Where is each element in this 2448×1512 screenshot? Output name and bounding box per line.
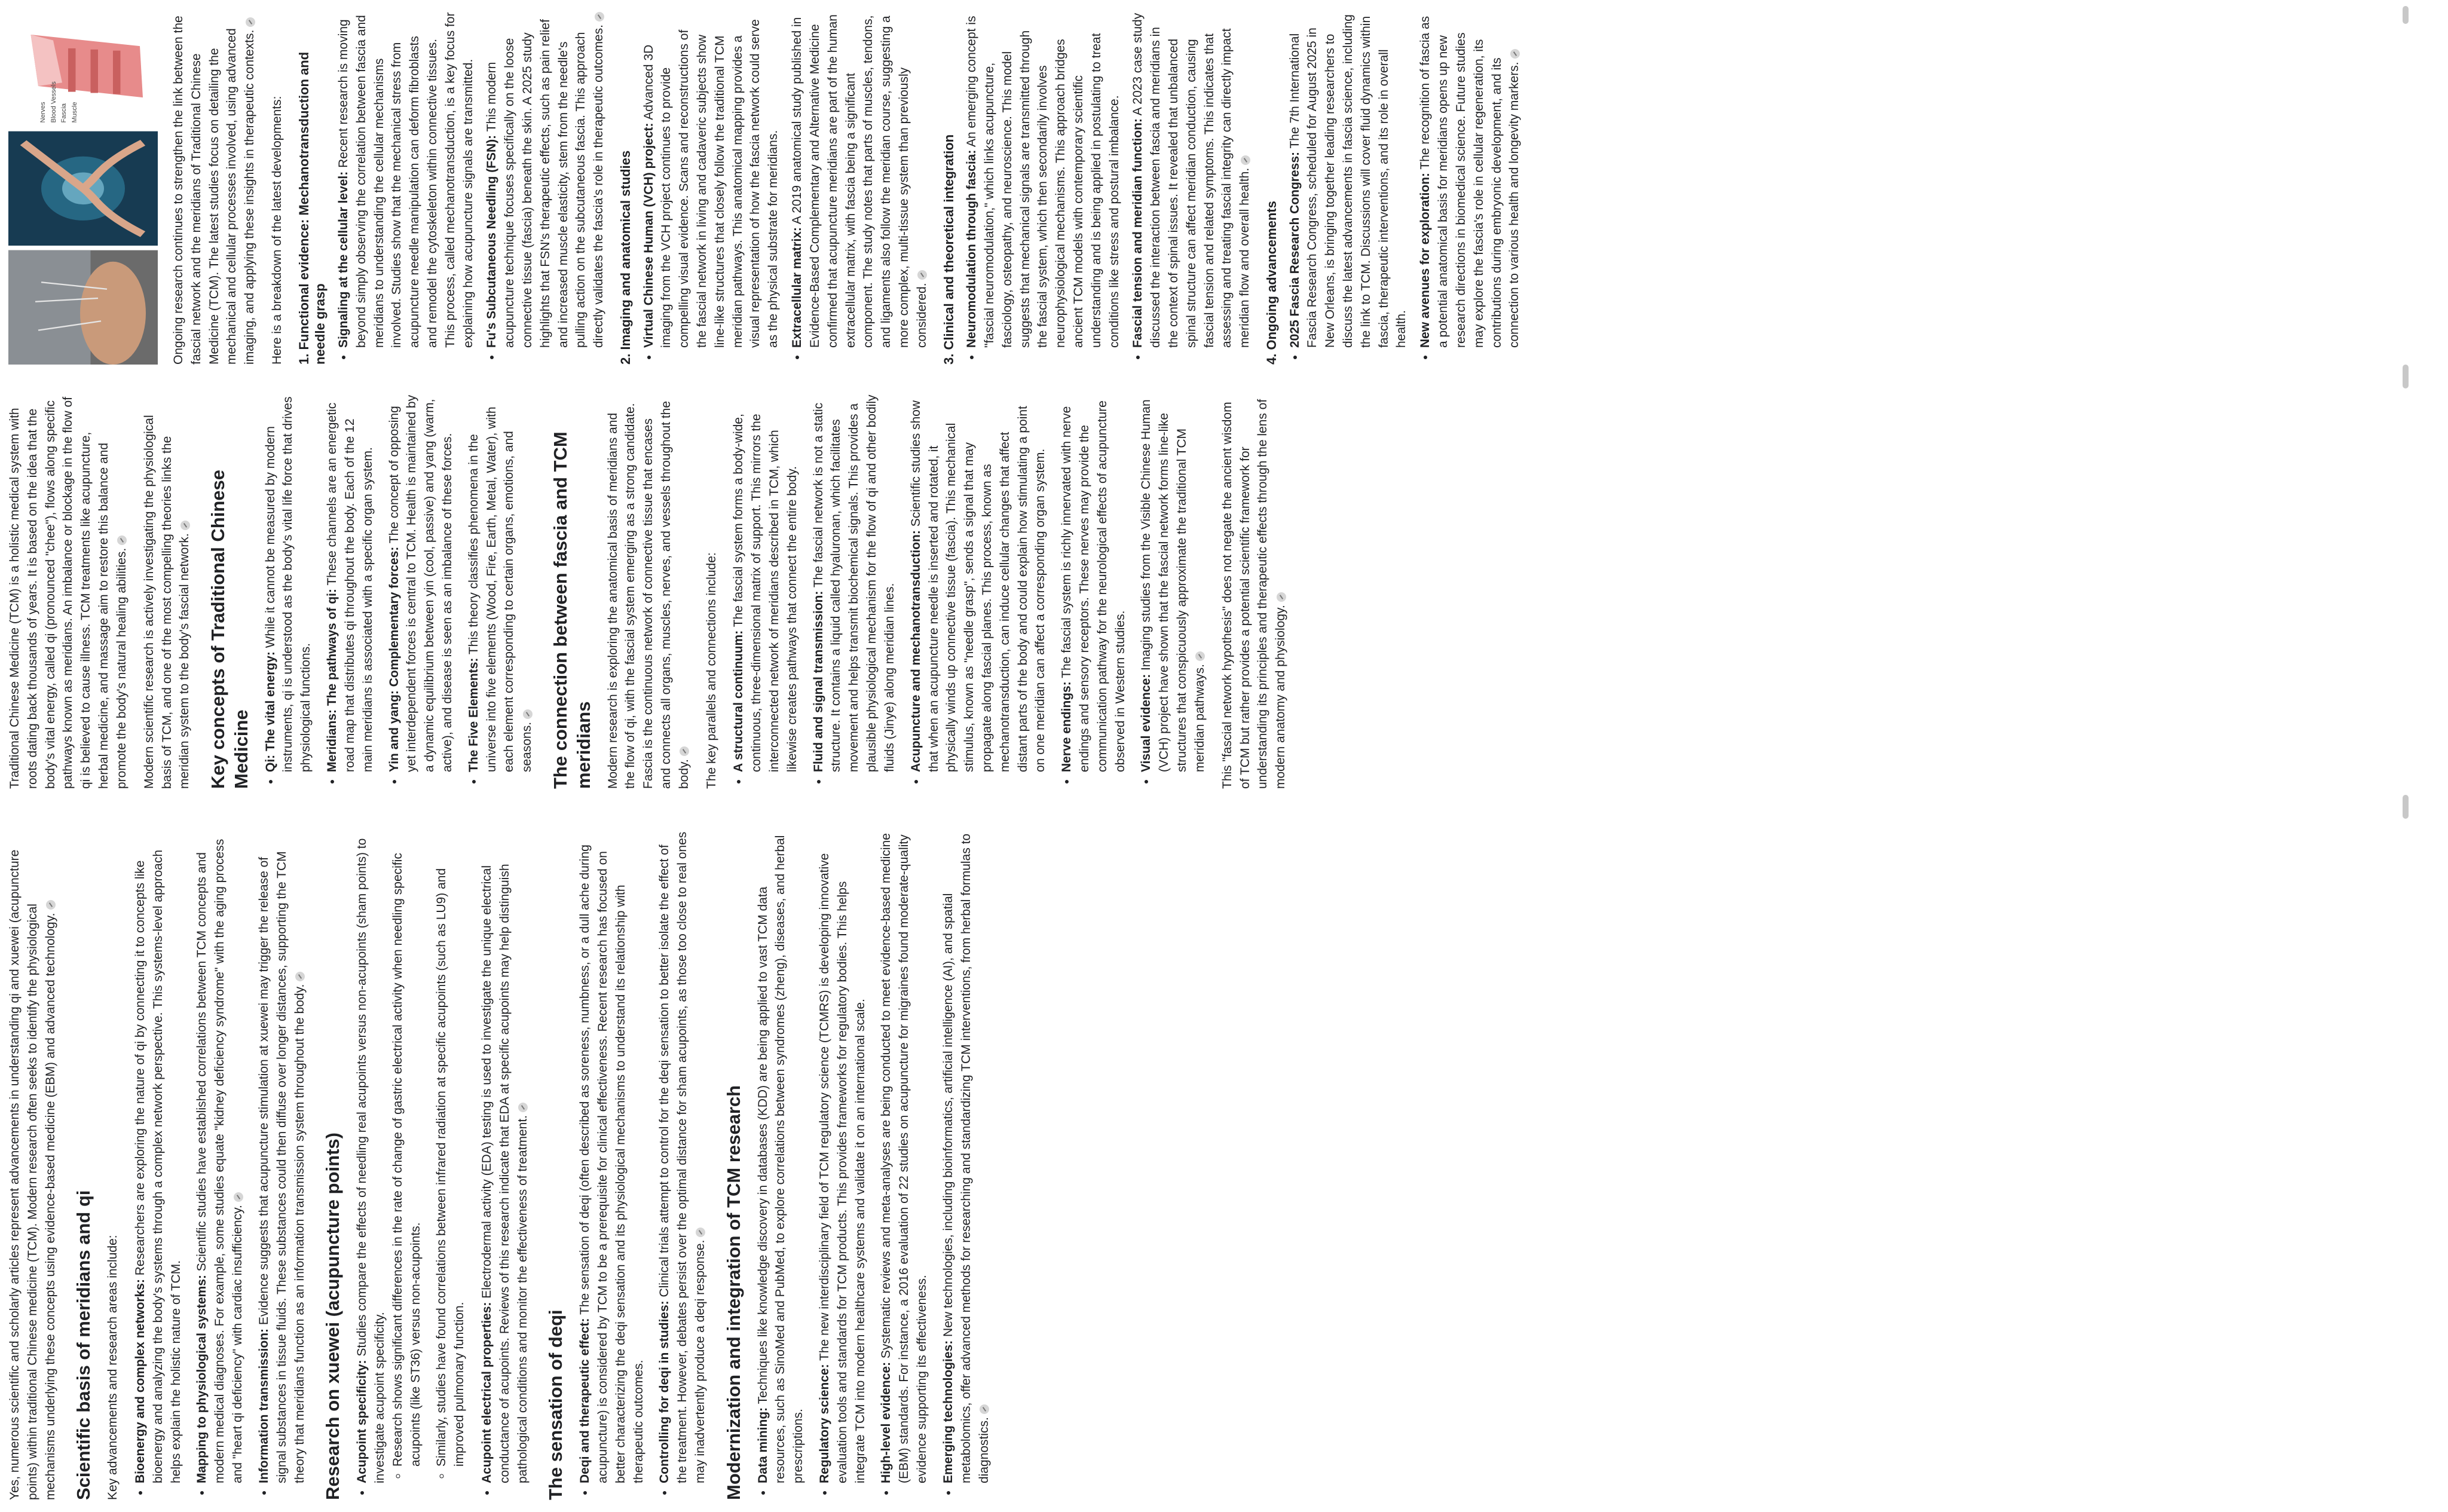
list-item: • Acupoint specificity: Studies compare the effects of needling real acupoints versus non-acupoints (sham points) to investigate acupoint specificity. ◦ Research shows significant differences in the rate of change of gastric electrical activity when needling specific acupoints (like ST36) versus non-acupoints. ◦ Similarly, studies have found correlations between infrared radiation at specific acupoints (such as LU9) and improved pulmonary function.	[353, 831, 469, 1483]
citation-icon[interactable]	[295, 972, 305, 981]
citation-icon[interactable]	[1277, 592, 1286, 602]
clinical-integration-list	[963, 12, 1254, 365]
heading-functional: 1. Functional evidence: Mechanotransduction and needle grasp	[296, 51, 328, 365]
basis-list	[131, 831, 308, 1500]
citation-icon[interactable]	[1241, 155, 1250, 165]
list-item: • Neuromodulation through fascia: An emerging concept is "fascial neuromodulation," which links acupuncture, fasciology, osteopathy, and neuroscience. This model suggests that mechanical signals are transmitted through the fascial system, which then secondarily involves neurophysiological mechanisms. This approach bridges ancient TCM models with contemporary scientific understanding and is being applied in postulating to treat conditions like stress and postural imbalance.	[963, 12, 1123, 348]
fascia-hands-illustration[interactable]	[8, 131, 158, 245]
citation-icon[interactable]	[696, 1228, 705, 1237]
list-item: • Fu's Subcutaneous Needling (FSN): This modern acupuncture technique focuses specifically on the loose connective tissue (fascia) beneath the skin. A 2025 study highlights that FSN's therapeutic effects, such as pain relief and increased muscle elasticity, stem from the needle's pulling action on the subcutaneous fascia. This approach directly validates the fascia's role in therapeutic outcomes.	[483, 12, 608, 348]
list-item: • A structural continuum: The fascial system forms a body-wide, continuous, three-dimensional matrix of support. This mirrors the interconnected network of meridians described in TCM, which likewise creates pathways that connect the entire body.	[730, 394, 801, 772]
fascia-intro: Modern research is exploring the anatomical basis of meridians and the flow of qi, with the fascial system emerging as a strong candidate. Fascia is the continuous network of connective tissue that encases and connects all organs, muscles, nerves, and vessels throughout the body.	[605, 400, 691, 789]
citation-icon[interactable]	[117, 535, 127, 545]
imaging-list	[640, 12, 931, 365]
citation-icon[interactable]	[917, 270, 927, 280]
heading-scientific-basis: Scientific basis of meridians and qi	[73, 1190, 94, 1500]
list-item: • Nerve endings: The fascial system is richly innervated with nerve endings and sensory receptors. These nerves may provide the communication pathway for the neurological effects of acupuncture observed in Western studies.	[1058, 394, 1129, 772]
image-carousel[interactable]	[8, 12, 158, 365]
left-intro: Yes, numerous scientific and scholarly articles represent advancements in understanding qi and xuewei (acupuncture points) within traditional Chinese medicine (TCM). Modern research often seeks to identify the physiological mechanisms underlying these concepts using evidence-based medicine (EBM) and advanced technology.	[8, 849, 57, 1500]
list-item: • Deqi and therapeutic effect: The sensation of deqi (often described as soreness, numbness, or a dull ache during acupuncture) is considered by TCM to be a prerequisite for clinical effectiveness. Recent research has focused on better characterizing the deqi sensation and its physiological mechanisms to understand its relationship with therapeutic outcomes.	[576, 831, 647, 1483]
list-subitem: ◦ Similarly, studies have found correlations between infrared radiation at specific acupoints (such as LU9) and improved pulmonary function.	[433, 831, 469, 1467]
diagram-labels: Nerves Blood Vessels Fascia Muscle	[39, 81, 78, 123]
citation-icon[interactable]	[518, 1103, 528, 1112]
tcm-intro-2: Modern scientific research is actively investigating the physiological basis of TCM, and one of the most compelling theories links the meridian system to the body's fascial network.	[142, 415, 192, 789]
column-latest-developments	[0, 0, 2448, 377]
citation-icon[interactable]	[523, 709, 533, 719]
dev-breakdown: Here is a breakdown of the latest developments:	[270, 96, 284, 365]
list-item: • Bioenergy and complex networks: Researchers are exploring the nature of qi by connecting it to concepts like bioenergy and analyzing the body's systems through a complex network perspective. This systems-level approach helps explain the holistic nature of TCM.	[131, 831, 185, 1483]
functional-list	[335, 12, 608, 365]
citation-icon[interactable]	[234, 1192, 243, 1202]
list-item: • Acupoint electrical properties: Electrodermal activity (EDA) testing is used to investigate the unique electrical conductance of acupoints. Reviews of this research indicate that EDA at specific acupoints may help distinguish pathological conditions and monitor the effectiveness of treatment.	[478, 831, 531, 1483]
list-item: • Fluid and signal transmission: The fascial network is not a static structure. It contains a liquid called hyaluronan, which facilitates movement and helps transmit biochemical signals. This provides a plausible physiological mechanism for the flow of qi and other bodily fluids (Jinye) along meridian lines.	[810, 394, 899, 772]
fascia-anatomy-diagram[interactable]	[8, 12, 158, 126]
column-tcm-overview	[0, 377, 2448, 807]
acupuncture-photo[interactable]	[8, 250, 158, 365]
section-divider	[2403, 6, 2409, 24]
heading-ongoing: 4. Ongoing advancements	[1264, 201, 1280, 365]
list-item: • Acupuncture and mechanotransduction: Scientific studies show that when an acupuncture needle is inserted and rotated, it physically winds up connective tissue (fascia). This mechanical stimulus, known as "needle grasp", sends a signal that may propagate along fascial planes. This process, known as mechanotransduction, can induce cellular changes that affect distant parts of the body and could explain how stimulating a point on one meridian can affect a corresponding organ system.	[907, 394, 1050, 772]
list-item: • New avenues for exploration: The recognition of fascia as a potential anatomical basis for meridians opens up new research directions in biomedical science. Future studies may explore the fascia's role in cellular regeneration, its contributions during embryonic development, and its connection to various health and longevity markers.	[1416, 12, 1523, 348]
list-item: • Signaling at the cellular level: Recent research is moving beyond simply observing the correlation between fascia and meridians to understanding the cellular mechanisms involved. Studies show that the mechanical stress from acupuncture needle manipulation can deform fibroblasts and remodel the cytoskeleton within connective tissues. This process, called mechanotransduction, is a key focus for explaining how acupuncture signals are transmitted.	[335, 12, 478, 348]
list-item: • The Five Elements: This theory classifies phenomena in the universe into five elements (Wood, Fire, Earth, Metal, Water), with each element corresponding to certain organs, emotions, and seasons.	[465, 394, 536, 772]
list-item: • Qi: The vital energy: While it cannot be measured by modern instruments, qi is understood as the body's vital life force that drives physiological functions.	[262, 394, 315, 772]
parallels-list	[730, 394, 1208, 789]
list-item: • Regulatory science: The new interdisciplinary field of TCM regulatory science (TCMRS) is developing innovative evaluation tools and standards for TCM products. This provides frameworks for regulatory bodies. This helps integrate TCM into modern healthcare systems and validate it on an international scale.	[816, 831, 869, 1483]
citation-icon[interactable]	[1195, 651, 1205, 661]
list-item: • Controlling for deqi in studies: Clinical trials attempt to control for the deqi sensation to better isolate the effect of the treatment. However, debates persist over the optimal distance for sham acupoints, as those too close to real ones may inadvertently produce a deqi response.	[656, 831, 709, 1483]
list-item: • Fascial tension and meridian function: A 2023 case study discussed the interaction between fascia and meridians in the context of spinal issues. It revealed that unbalanced spinal structure can affect meridian conduction, causing fascial tension and related symptoms. This indicates that assessing and treating fascial integrity can directly impact meridian flow and overall health.	[1129, 12, 1254, 348]
list-item: • 2025 Fascia Research Congress: The 7th International Fascia Research Congress, scheduled for August 2025 in New Orleans, is bringing together leading researchers to discuss the latest advancements in fascia science, including the link to TCM. Discussions will cover fluid dynamics within fascia, therapeutic interventions, and its role in overall health.	[1286, 12, 1411, 348]
list-item: • Data mining: Techniques like knowledge discovery in databases (KDD) are being applied to vast TCM data resources, such as SinoMed and PubMed, to explore correlations between syndromes (zheng), diseases, and herbal prescriptions.	[754, 831, 807, 1483]
heading-fascia-connection: The connection between fascia and TCM meridians	[550, 431, 594, 789]
heading-modernization: Modernization and integration of TCM research	[723, 1085, 744, 1500]
column-scientific-basis	[0, 807, 2448, 1512]
citation-icon[interactable]	[246, 17, 255, 27]
citation-icon[interactable]	[595, 12, 604, 22]
fascia-conclusion: This "fascial network hypothesis" does not negate the ancient wisdom of TCM but rather provides a potential scientific framework for understanding its principles and therapeutic effects through the lens of modern anatomy and physiology.	[1220, 399, 1288, 789]
parallels-intro: The key parallels and connections include:	[704, 552, 718, 789]
list-item: • Meridians: The pathways of qi: These channels are an energetic road map that distributes qi throughout the body. Each of the 12 main meridians is associated with a specific organ system.	[323, 394, 377, 772]
citation-icon[interactable]	[680, 746, 689, 756]
basis-intro: Key advancements and research areas include:	[106, 1235, 120, 1500]
concepts-list	[262, 394, 536, 789]
list-item: • Visual evidence: Imaging studies from the Visible Chinese Human (VCH) project have shown that the fascial network forms line-like structures that conspicuously approximate the traditional TCM meridian pathways.	[1137, 394, 1208, 772]
list-subitem: ◦ Research shows significant differences in the rate of change of gastric electrical activity when needling specific acupoints (like ST36) versus non-acupoints.	[389, 831, 425, 1467]
list-item: • High-level evidence: Systematic reviews and meta-analyses are being conducted to meet evidence-based medicine (EBM) standards. For instance, a 2016 evaluation of 22 studies on acupuncture for migraines found moderate-quality evidence supporting its effectiveness.	[877, 831, 931, 1483]
ongoing-list	[1286, 12, 1524, 365]
citation-icon[interactable]	[180, 521, 190, 530]
heading-clinical-integration: 3. Clinical and theoretical integration	[941, 134, 956, 365]
list-item: • Yin and yang: Complementary forces: The concept of opposing yet interdependent forces is central to TCM. Health is maintained by a dynamic equilibrium between yin (cool, passive) and yang (warm, active), and disease is seen as an imbalance of these forces.	[385, 394, 457, 772]
citation-icon[interactable]	[46, 900, 56, 910]
heading-imaging: 2. Imaging and anatomical studies	[618, 150, 634, 365]
xuewei-list	[353, 831, 531, 1500]
heading-deqi: The sensation of deqi	[545, 1309, 567, 1500]
list-item: • Information transmission: Evidence suggests that acupuncture stimulation at xuewei may trigger the release of signal substances in tissue fluids. These substances could then diffuse over longer distances, supporting the TCM theory that meridians function as an information transmission system throughout the body.	[255, 831, 308, 1483]
list-item: • Mapping to physiological systems: Scientific studies have established correlations between TCM concepts and modern medical diagnoses. For example, some studies equate "kidney deficiency syndrome" with the aging process and "heart qi deficiency" with cardiac insufficiency.	[193, 831, 246, 1483]
list-item: • Virtual Chinese Human (VCH) project: Advanced 3D imaging from the VCH project continues to provide compelling visual evidence. Scans and reconstructions of the fascial network in living and cadaveric subjects show line-like structures that closely follow the traditional TCM meridian pathways. This anatomical mapping provides a visual representation of how the fascia network could serve as the physical substrate for meridians.	[640, 12, 783, 348]
dev-intro: Ongoing research continues to strengthen the link between the fascial network and the meridians of Traditional Chinese Medicine (TCM). The latest studies focus on detailing the mechanical and cellular processes involved, using advanced imaging, and applying these insights in therapeutic contexts.	[172, 16, 257, 365]
heading-xuewei: Research on xuewei (acupuncture points)	[322, 1133, 344, 1500]
citation-icon[interactable]	[1510, 49, 1520, 59]
list-item: • Extracellular matrix: A 2019 anatomical study published in Evidence-Based Complementary and Alternative Medicine confirmed that acupuncture meridians are part of the human extracellular matrix, with fascia being a significant component. The study notes that parts of muscles, tendons, and ligaments also follow the meridian course, suggesting a more complex, multi-tissue system than previously considered.	[788, 12, 931, 348]
heading-key-concepts: Key concepts of Traditional Chinese Medicine	[207, 469, 252, 789]
citation-icon[interactable]	[980, 1404, 989, 1414]
deqi-list	[576, 831, 709, 1500]
modern-list	[754, 831, 993, 1500]
list-item: • Emerging technologies: New technologies, including bioinformatics, artificial intelligence (AI), and spatial metabolomics, offer advanced methods for researching and standardizing TCM interventions, from herbal formulas to diagnostics.	[940, 831, 993, 1483]
tcm-intro: Traditional Chinese Medicine (TCM) is a holistic medical system with roots dating back thousands of years. It is based on the idea that the body's vital energy, called qi (pronounced "chee"), flows along specific pathways known as meridians. An imbalance or blockage in the flow of qi is believed to cause illness. TCM treatments like acupuncture, herbal medicine, and massage aim to restore this balance and promote the body's natural healing abilities.	[8, 396, 128, 789]
